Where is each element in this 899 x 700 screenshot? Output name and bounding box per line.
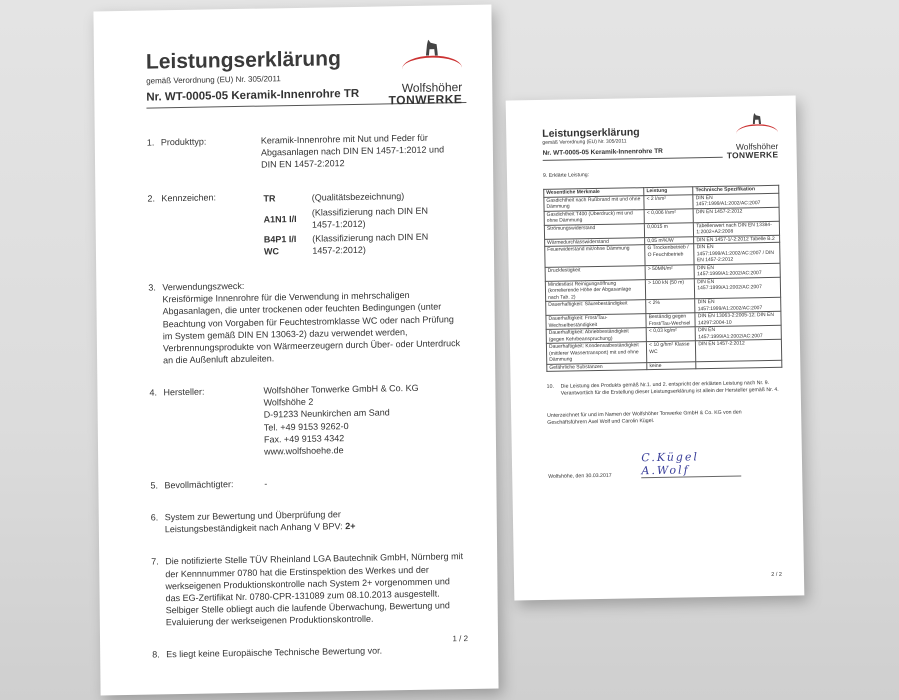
section-text: Es liegt keine Europäische Technische Bewertung vor. [166, 645, 383, 660]
performance-cell: > 100 kN (50 m) [645, 278, 695, 299]
wolf-icon [753, 113, 762, 124]
section-number: 7. [151, 556, 159, 567]
section-notified-body [151, 550, 464, 628]
specification-cell: Tabellenwert nach DIN EN 13384-1:2002+A2:2008 [694, 221, 780, 236]
section-text: Die notifizierte Stelle TÜV Rheinland LGA Bautechnik GmbH, Nürnberg mit der Kennnummer 0780 hat die Erstinspektion des Werkes und der werkseigenen Produktionskontrolle nach System 2+ vorgenommen und das EG-Zertifikat Nr. 0780-CPR-131089 zum 08.10.2013 ausgestellt. Selbiger Stelle obliegt auch die laufende Überwachung, Bewertung und Evaluierung der werkseigenen Produktionskontrolle. [165, 551, 464, 628]
performance-cell: < 2% [646, 299, 695, 314]
page-number: 2 / 2 [771, 571, 783, 579]
address-line: D-91233 Neunkirchen am Sand [263, 407, 390, 420]
specification-cell: DIN EN 1457:1999/A1:2002/AC:2007 [694, 263, 780, 278]
signed-statement: Unterzeichnet für und im Namen der Wolfshöher Tonwerke GmbH & Co. KG von den Geschäftsführern Axel Wolf und Carolin Kügel. [547, 409, 742, 426]
company-logo [726, 124, 778, 160]
column-header: Leistung [644, 187, 693, 195]
logo-line-2: TONWERKE [726, 149, 779, 161]
company-logo [388, 55, 462, 106]
performance-table [543, 185, 782, 372]
specification-cell: DIN EN 1457:1999/A1:2002/AC:2007 [693, 193, 779, 208]
manufacturer-address [263, 382, 419, 458]
document-number: Nr. WT-0005-05 Keramik-Innenrohre TR [146, 86, 466, 109]
specification-cell: DIN EN 1457-2:2012 [696, 339, 782, 361]
feature-cell: Gasdichtheit nach Rußbrand mit und ohne Dämmung [544, 195, 644, 211]
section-label: Bevollmächtigter: [164, 479, 234, 491]
section-number: 3. [148, 282, 156, 293]
feature-cell: Gefährliche Substanzen [547, 362, 647, 371]
marking-desc: (Klassifizierung nach DIN EN 1457-1:2012) [311, 205, 428, 230]
marking-code: TR [263, 193, 276, 204]
feature-cell: Druckfestigkeit [545, 265, 645, 281]
section-label: Hersteller: [163, 386, 205, 398]
section-assessment-system [151, 506, 463, 536]
section-number: 2. [147, 193, 155, 204]
section-authorised-rep [150, 474, 462, 492]
system-value: 2+ [345, 521, 356, 532]
page-number: 1 / 2 [452, 634, 469, 644]
feature-cell: Dauerhaftigkeit: Säurebeständigkeit [546, 300, 646, 316]
section-manufacturer [149, 381, 462, 459]
logo-line-2: TONWERKE [388, 92, 463, 108]
specification-cell: DIN EN 1457:1999/A1:2002/AC:2007 [695, 277, 781, 299]
document-page-1 [93, 5, 498, 696]
specification-cell: DIN EN 1457-1/-2:2012 Tabelle B.2 [694, 235, 780, 244]
feature-cell: Feuerwiderstand mit/ohne Dämmung [545, 245, 646, 267]
performance-cell: G Trockenbetrieb / O Feuchtbetrieb [645, 244, 695, 265]
section-marking [147, 188, 460, 262]
address-line: Wolfshöhe 2 [263, 396, 314, 408]
section-text: Kreisförmige Innenrohre für die Verwendung in mehrschaligen Abgasanlagen, die unter trockenen oder feuchten Bedingungen (unter Beachtung von Vorgaben für Feuchtestromklasse WC oder nach Prüfung im System gemäß DIN EN 13063-2) dazu verwendet werden, Verbrennungsprodukte von Wärmeerzeugern durch Über- oder Unterdruck an die Außenluft abzuleiten. [162, 290, 461, 366]
logo-line-1: Wolfshöher [401, 80, 463, 96]
performance-cell: < 10 g/hm² Klasse WC [647, 341, 697, 362]
marking-row [264, 204, 458, 232]
section-number: 4. [149, 387, 158, 398]
section-number: 1. [146, 137, 155, 148]
specification-cell: DIN EN 1457:1999/A1:2002/AC:2007 [696, 325, 782, 340]
section-label: Verwendungszweck: [162, 281, 245, 293]
section-number: 6. [150, 512, 159, 523]
section-text: Keramik-Innenrohre mit Nut und Feder für Abgasanlagen nach DIN EN 1457-1:2012 und DIN EN 1457-2:2012 [260, 132, 445, 170]
performance-cell: < 2 l/sm² [644, 194, 693, 209]
performance-cell: Beständig gegen Frost/Tau-Wechsel [646, 313, 695, 328]
page-title: Leistungserklärung [542, 126, 640, 140]
performance-cell: < 0,03 kg/m² [646, 327, 695, 342]
feature-cell: Strömungswiderstand [544, 223, 644, 239]
performance-cell: 0,05 m²K/W [645, 236, 694, 244]
performance-cell: > 50MN/m² [645, 264, 694, 279]
marking-row [264, 230, 458, 258]
marking-row [263, 190, 457, 206]
declared-performance-heading: 9. Erklärte Leistung: [542, 172, 590, 179]
section-intended-use [148, 276, 461, 366]
feature-cell: Dauerhaftigkeit: Abriebbeständigkeit (gegen Kehrbeanspruchung) [546, 328, 646, 344]
document-page-2 [506, 96, 805, 601]
feature-cell: Dauerhaftigkeit: Frost/Tau-Wechselbeständigkeit [546, 314, 646, 330]
feature-cell: Wärmedurchlasswiderstand [545, 237, 645, 246]
specification-cell [696, 360, 782, 369]
column-header: Technische Spezifikation [693, 185, 779, 194]
signature-block [548, 449, 782, 480]
section-text: Die Leistung des Produkts gemäß Nr.1. und 2. entspricht der erklärten Leistung nach Nr. 9. Verantwortlich für die Erstellung dieser Leistungserklärung ist allein der Hersteller gemäß Nr. 4. [560, 380, 779, 397]
phone: Tel. +49 9153 9262-0 [263, 420, 349, 433]
section-number: 10. [546, 383, 554, 390]
section-label: Produkttyp: [160, 136, 207, 148]
performance-cell: < 0,006 l/sm² [644, 208, 693, 223]
address-line: Wolfshöher Tonwerke GmbH & Co. KG [263, 382, 419, 396]
section-conformity [547, 380, 781, 399]
document-number: Nr. WT-0005-05 Keramik-Innenrohre TR [543, 147, 723, 161]
section-number: 8. [152, 649, 160, 660]
marking-code: B4P1 I/I WC [263, 233, 297, 257]
regulation-subtitle: gemäß Verordnung (EU) Nr. 305/2011 [542, 138, 627, 146]
specification-cell: DIN EN 1457-2:2012 [693, 207, 779, 222]
feature-cell: Gasdichtheit T400 (Überdruck) mit und ohne Dämmung [544, 209, 644, 225]
logo-line-1: Wolfshöher [736, 141, 779, 152]
signature: C.Kügel A.Wolf [641, 450, 741, 479]
section-product-type [147, 131, 459, 173]
regulation-subtitle: gemäß Verordnung (EU) Nr. 305/2011 [146, 74, 281, 86]
specification-cell: DIN EN 13063-2:2005-12; DIN EN 14297:2004-10 [695, 311, 781, 326]
specification-cell: DIN EN 1457:1999/A1:2002/AC:2007 [695, 297, 781, 312]
marking-table [261, 188, 460, 260]
feature-cell: Dauerhaftigkeit: Kondensatbeständigkeit (mittlerer Wassertransport) mit und ohne Dämmung [546, 342, 647, 364]
performance-cell: 0,0015 m [645, 222, 694, 237]
place-date: Wolfshöhe, den 30.03.2017 [548, 472, 612, 481]
marking-code: A1N1 I/I [263, 213, 297, 225]
marking-desc: (Qualitätsbezeichnung) [311, 191, 405, 204]
column-header: Wesentliche Merkmale [544, 188, 644, 197]
website-link[interactable]: www.wolfshoehe.de [264, 444, 344, 457]
feature-cell: Mindestlast Reinigungsöffnung (korrelierende Höhe der Abgasanlage nach Tab. 2) [545, 279, 646, 301]
specification-cell: DIN EN 1457:1999/A1:2002/AC:2007 / DIN EN 1457-2:2012 [694, 242, 780, 264]
section-label: Kennzeichen: [161, 192, 217, 204]
section-technical-assessment [152, 643, 464, 661]
section-text: System zur Bewertung und Überprüfung der Leistungsbeständigkeit nach Anhang V BPV: [164, 509, 343, 535]
marking-desc: (Klassifizierung nach DIN EN 1457-2:2012) [312, 231, 429, 256]
performance-cell: keine [647, 361, 696, 369]
section-text: - [264, 478, 268, 489]
fax: Fax. +49 9153 4342 [263, 432, 345, 445]
page-title: Leistungserklärung [145, 47, 341, 74]
section-number: 5. [150, 480, 158, 491]
